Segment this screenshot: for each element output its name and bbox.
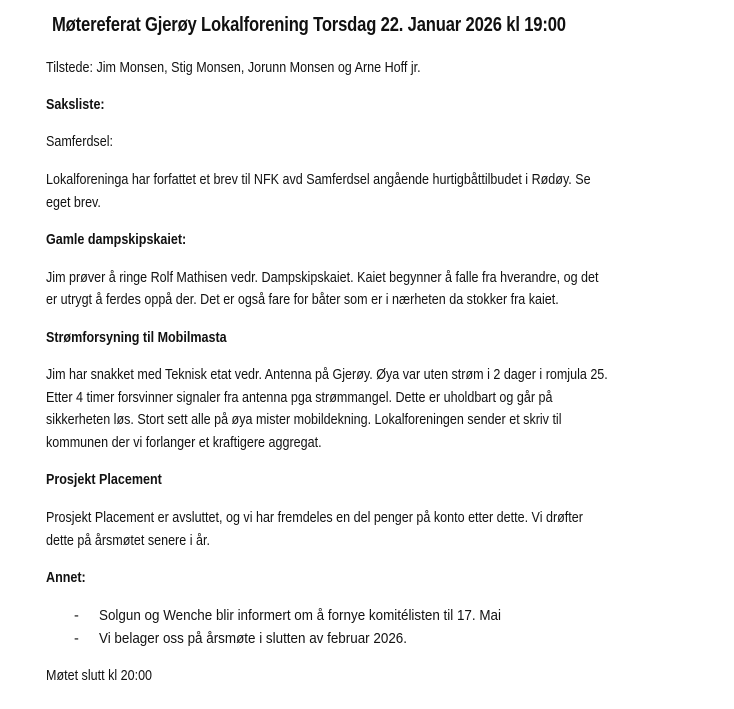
closing-line: Møtet slutt kl 20:00 [46,668,153,684]
bullet-marker: - [74,608,79,624]
bullet-item: Vi belager oss på årsmøte i slutten av februar 2026. [99,631,407,647]
attendees: Tilstede: Jim Monsen, Stig Monsen, Jorunn Monsen og Arne Hoff jr. [46,60,421,76]
agenda-heading: Saksliste: [46,97,105,113]
paragraph-line: Etter 4 timer forsvinner signaler fra antenna pga strømmangel. Dette er uholdbart og går på [46,390,553,406]
paragraph-line: kommunen der vi forlanger et kraftigere aggregat. [46,435,322,451]
section-heading-annet: Annet: [46,570,86,586]
paragraph-line: Jim har snakket med Teknisk etat vedr. Antenna på Gjerøy. Øya var uten strøm i 2 dager i romjula 25. [46,367,608,383]
bullet-marker: - [74,631,79,647]
paragraph-line: sikkerheten løs. Stort sett alle på øya mister mobildekning. Lokalforeningen sender et skriv til [46,412,562,428]
paragraph-line: eget brev. [46,195,101,211]
paragraph-line: Lokalforeninga har forfattet et brev til NFK avd Samferdsel angående hurtigbåttilbudet i Rødøy. Se [46,172,591,188]
paragraph-line: dette på årsmøtet senere i år. [46,533,210,549]
section-heading-stromforsyning: Strømforsyning til Mobilmasta [46,330,227,346]
bullet-item: Solgun og Wenche blir informert om å fornye komitélisten til 17. Mai [99,608,501,624]
paragraph-line: Jim prøver å ringe Rolf Mathisen vedr. Dampskipskaiet. Kaiet begynner å falle fra hverandre, og det [46,270,599,286]
section-heading-dampskipskaiet: Gamle dampskipskaiet: [46,232,187,248]
paragraph-line: er utrygt å ferdes oppå der. Det er også fare for båter som er i nærheten da stokker fra kaiet. [46,292,559,308]
document-title: Møtereferat Gjerøy Lokalforening Torsdag 22. Januar 2026 kl 19:00 [52,14,566,36]
section-heading-samferdsel: Samferdsel: [46,134,113,150]
section-heading-prosjekt-placement: Prosjekt Placement [46,472,162,488]
paragraph-line: Prosjekt Placement er avsluttet, og vi har fremdeles en del penger på konto etter dette. Vi drøfter [46,510,583,526]
